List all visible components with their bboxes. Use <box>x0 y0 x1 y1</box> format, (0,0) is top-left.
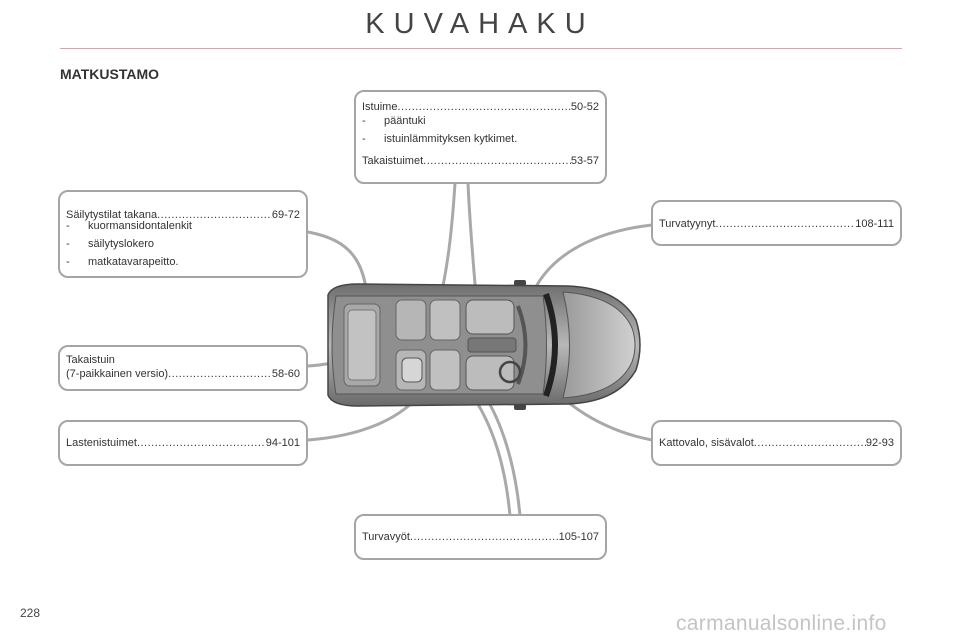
page-number: 228 <box>20 606 41 620</box>
seats-sub-item: - istuinlämmityksen kytkimet. <box>362 133 518 145</box>
watermark: carmanualsonline.info <box>676 612 887 635</box>
belts-box <box>354 514 607 560</box>
child-seats-entry[interactable]: Lastenistuimet ..... 94-101 <box>66 436 300 450</box>
storage-box <box>58 190 308 278</box>
rear-seat-entry[interactable]: (7-paikkainen versio) ..... 58-60 <box>66 367 300 381</box>
section-heading: MATKUSTAMO <box>60 66 160 82</box>
storage-entry[interactable]: Säilytystilat takana ..... 69-72 <box>66 208 300 222</box>
child-seats-box <box>58 420 308 466</box>
seats-box <box>354 90 607 184</box>
storage-sub-item: - kuormansidontalenkit <box>66 220 192 232</box>
belts-entry[interactable]: Turvavyöt ..... 105-107 <box>362 530 599 544</box>
lights-entry[interactable]: Kattovalo, sisävalot ..... 92-93 <box>659 436 894 450</box>
storage-sub-item: - säilytyslokero <box>66 238 155 250</box>
storage-sub-item: - matkatavarapeitto. <box>66 256 179 268</box>
seats-sub-item: - pääntuki <box>362 115 426 127</box>
rear-seat-box <box>58 345 308 391</box>
seats-entry[interactable]: Istuime ..... 50-52 <box>362 100 599 114</box>
lights-box <box>651 420 902 466</box>
airbags-box <box>651 200 902 246</box>
page-title: KUVAHAKU <box>365 8 595 40</box>
rear-seat-title: Takaistuin <box>66 354 115 366</box>
car-interior-illustration <box>318 280 648 410</box>
rear-seats-entry[interactable]: Takaistuimet ..... 53-57 <box>362 154 599 168</box>
airbags-entry[interactable]: Turvatyynyt ..... 108-111 <box>659 217 894 231</box>
